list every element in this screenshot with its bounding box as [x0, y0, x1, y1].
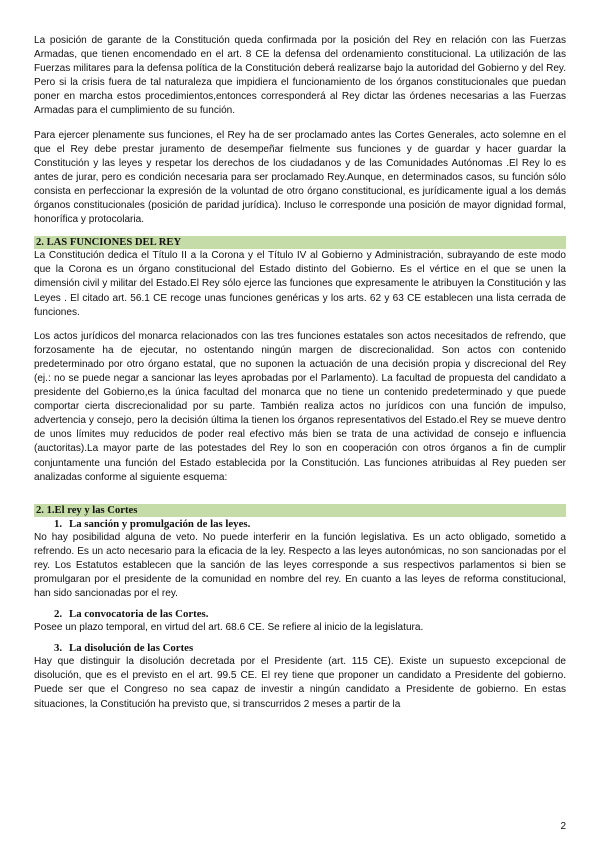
item-text-convocatoria: Posee un plazo temporal, en virtud del art. 68.6 CE. Se refiere al inicio de la legislatura. — [34, 622, 424, 634]
section-heading-funciones: 2. LAS FUNCIONES DEL REY — [34, 236, 566, 249]
item-title: La sanción y promulgación de las leyes. — [69, 517, 251, 530]
item-heading-convocatoria — [54, 607, 566, 621]
section2-paragraph-2: Los actos jurídicos del monarca relacionados con las tres funciones estatales son actos necesitados de refrendo, que forzosamente ha de ejecutar, no ostentando ningún margen de discrecionalidad. Son actos con contenido predeterminado por otro órgano estatal, que no suponen la actuación de una decisión propia y discrecional del Rey (ej.: no se puede negar a sancionar las leyes aprobadas por el Parlamento). La facultad de propuesta del candidato a presidente del Gobierno,es la única facultad del monarca que no tiene un contenido predeterminado y que puede comportar cierta discrecionalidad por su parte. También realiza actos no jurídicos con una función de impulso, advertencia y consejo, pero la decisión última la tienen los órganos representativos del Estado.el Rey se mueve dentro de unos límites muy reducidos de poder real efectivo más bien se trata de una actividad de consejo e influencia (auctoritas).La mayor parte de las potestades del Rey lo son en cooperación con otros órganos a fin de cumplir conjuntamente una función del Estado establecida por la Constitución. Las funciones atribuidas al Rey pueden ser analizadas conforme al siguiente esquema: — [34, 330, 566, 483]
item-number: 2. — [54, 608, 63, 621]
item-title: La convocatoria de las Cortes. — [69, 608, 209, 621]
intro-paragraph-1: La posición de garante de la Constitución queda confirmada por la posición del Rey en relación con las Fuerzas Armadas, que tienen encomendado en el art. 8 CE la defensa del ordenamiento constitucional. La utilización de las Fuerzas militares para la defensa política de la Constitución deberá realizarse bajo la autoridad del Gobierno y del Rey. Pero si la crisis fuera de tal naturaleza que impidiera el funcionamiento de los órganos constitucionales que puedan poner en marcha estos procedimientos,entonces corresponderá al Rey dictar las órdenes necesarias a las Fuerzas Armadas para el cumplimiento de su función. — [34, 35, 566, 117]
item-title: La disolución de las Cortes — [69, 642, 194, 655]
item-number: 3. — [54, 642, 63, 655]
section2-paragraph-1: La Constitución dedica el Título II a la Corona y el Título IV al Gobierno y Administración, subrayando de este modo que la Corona es un órgano constitucional del Estado distinto del Gobierno. Es el vértice en el que se unen la dimensión civil y militar del Estado.El Rey sólo ejerce las funciones que expresamente le atribuyen la Constitución y las Leyes . El citado art. 56.1 CE recoge unas funciones genéricas y los arts. 62 y 63 CE establecen una lista cerrada de funciones. — [34, 250, 566, 318]
item-heading-disolucion — [54, 641, 566, 655]
item-text-disolucion: Hay que distinguir la disolución decretada por el Presidente (art. 115 CE). Existe un supuesto excepcional de disolución, que es el previsto en el art. 99.5 CE. El rey tiene que proponer un candidato a Presidente del gobierno. Puede ser que el Congreso no sea capaz de investir a ningún candidato a Presidente de gobierno. En estas situaciones, la Constitución ha previsto que, si transcurridos 2 meses a partir de la — [34, 656, 566, 710]
item-heading-sancion — [54, 517, 566, 531]
page-content — [34, 34, 566, 712]
page-number: 2 — [560, 821, 566, 832]
intro-paragraph-2: Para ejercer plenamente sus funciones, el Rey ha de ser proclamado antes las Cortes Generales, acto solemne en el que el Rey debe prestar juramento de desempeñar fielmente sus funciones y de guardar y hacer guardar la Constitución y las leyes y respetar los derechos de los ciudadanos y de las Comunidades Autónomas .El Rey lo es antes de jurar, pero es condición necesaria para ser proclamado Rey.Aunque, en determinados casos, su función sólo consista en perfeccionar la expresión de la voluntad de otro órgano constitucional, es jurídicamente igual a los demás órganos constitucionales (posición de paridad jurídica). Incluso le corresponde una posición de mayor dignidad formal, honorífica y protocolaria. — [34, 129, 566, 226]
item-number: 1. — [54, 517, 63, 530]
section-heading-rey-cortes: 2. 1.El rey y las Cortes — [34, 504, 566, 517]
item-text-sancion: No hay posibilidad alguna de veto. No puede interferir en la función legislativa. Es un acto obligado, sometido a refrendo. Es un acto necesario para la eficacia de la ley. Respecto a las leyes autonómicas, no son sancionadas por el rey. Los Estatutos establecen que la sanción de las leyes corresponde a sus respectivos parlamentos si bien se promulgaran por el presidente de la comunidad en nombre del rey. En cuanto a las leyes de reforma constitucional, han sido sancionadas por el rey. — [34, 531, 566, 600]
